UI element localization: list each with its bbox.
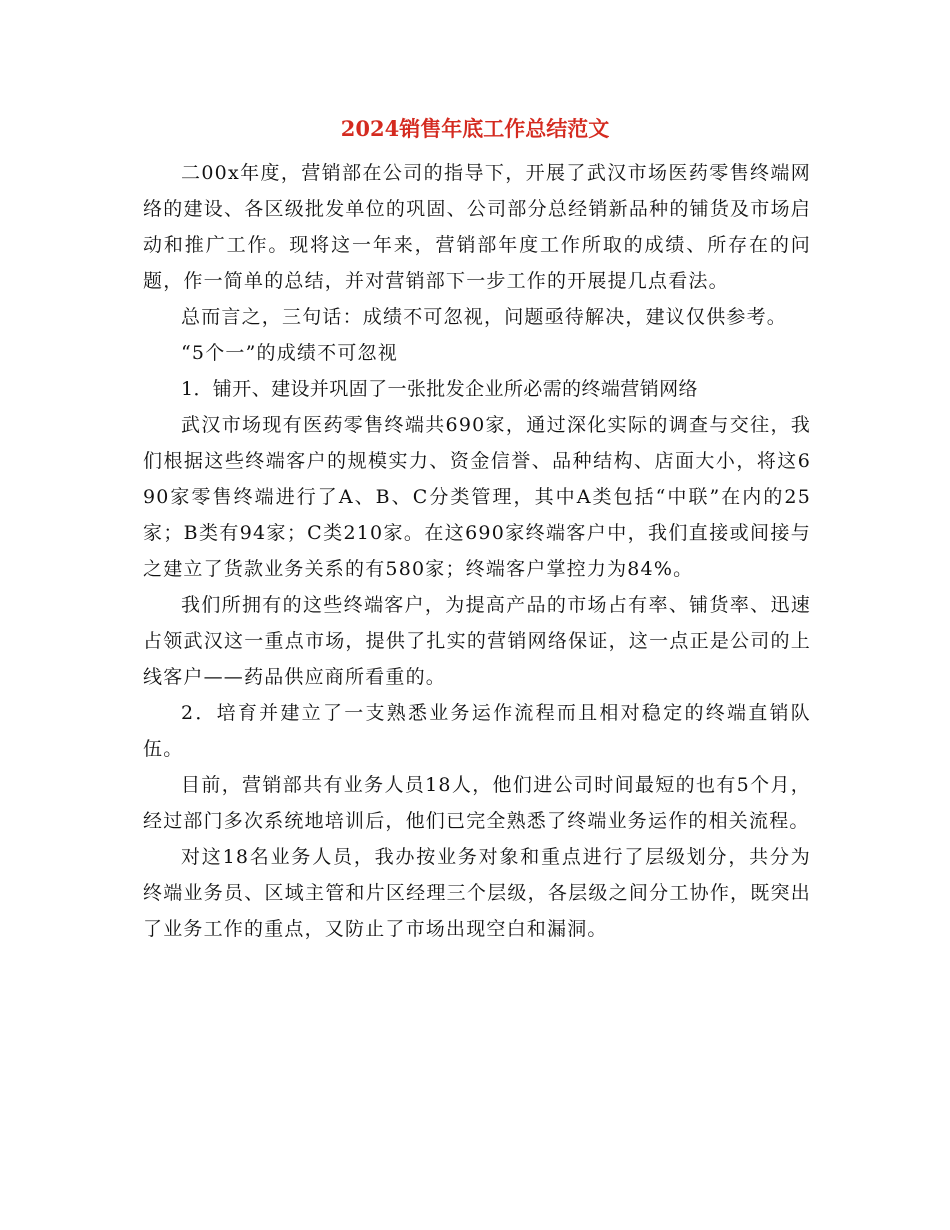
paragraph-staff: 目前，营销部共有业务人员18人，他们进公司时间最短的也有5个月，经过部门多次系统地培训后，他们已完全熟悉了终端业务运作的相关流程。: [143, 774, 811, 832]
document-body: [143, 155, 811, 947]
paragraph-terminal-stats: 武汉市场现有医药零售终端共690家，通过深化实际的调查与交往，我们根据这些终端客户的规模实力、资金信誉、品种结构、店面大小，将这690家零售终端进行了A、B、C分类管理，其中A类包括“中联”在内的25家；B类有94家；C类210家。在这690家终端客户中，我们直接或间接与之建立了货款业务关系的有580家；终端客户掌控力为84%。: [143, 414, 811, 580]
paragraph-summary: 总而言之，三句话：成绩不可忽视，问题亟待解决，建议仅供参考。: [181, 306, 788, 328]
section-heading-achievements: “5个一”的成绩不可忽视: [181, 342, 398, 364]
paragraph-network-value: 我们所拥有的这些终端客户，为提高产品的市场占有率、铺货率、迅速占领武汉这一重点市场，提供了扎实的营销网络保证，这一点正是公司的上线客户——药品供应商所看重的。: [143, 594, 811, 688]
paragraph-intro: 二00x年度，营销部在公司的指导下，开展了武汉市场医药零售终端网络的建设、各区级批发单位的巩固、公司部分总经销新品种的铺货及市场启动和推广工作。现将这一年来，营销部年度工作所取的成绩、所存在的问题，作一简单的总结，并对营销部下一步工作的开展提几点看法。: [143, 162, 811, 292]
paragraph-staff-levels: 对这18名业务人员，我办按业务对象和重点进行了层级划分，共分为终端业务员、区域主管和片区经理三个层级，各层级之间分工协作，既突出了业务工作的重点，又防止了市场出现空白和漏洞。: [143, 846, 811, 940]
document-title: 2024销售年底工作总结范文: [340, 116, 610, 141]
subheading-team: 2．培育并建立了一支熟悉业务运作流程而且相对稳定的终端直销队伍。: [143, 702, 811, 760]
subheading-network: 1．铺开、建设并巩固了一张批发企业所必需的终端营销网络: [181, 378, 698, 400]
